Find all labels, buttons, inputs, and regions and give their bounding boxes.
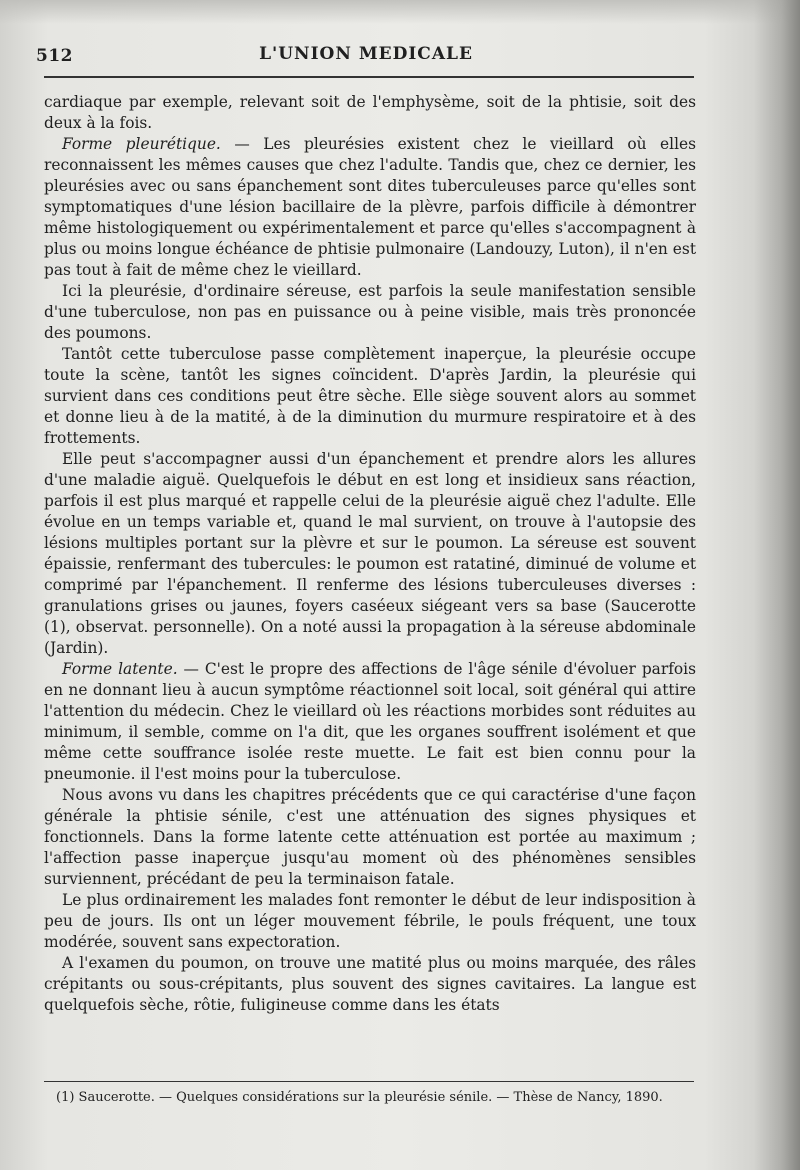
paragraph [44,659,696,785]
paragraph [44,344,696,449]
paragraph [44,785,696,890]
paragraph-text: cardiaque par exemple, relevant soit de l'emphysème, soit de la phtisie, soit des deux à la fois. [44,93,696,132]
section-heading: Forme pleurétique. [62,135,221,153]
footnote: (1) Saucerotte. — Quelques considérations sur la pleurésie sénile. — Thèse de Nancy, 1890. [56,1090,663,1105]
body-text [44,92,696,1016]
paragraph [44,92,696,134]
paragraph [44,134,696,281]
page-top-shadow [0,0,800,24]
paragraph [44,449,696,659]
paragraph-text: — Les pleurésies existent chez le vieillard où elles reconnaissent les mêmes causes que chez l'adulte. Tandis que, chez ce dernier, les pleurésies avec ou sans épanchement sont dites tuberculeuses parce qu'elles sont symptomatiques d'une lésion bacillaire de la plèvre, parfois difficile à démontrer même histologiquement ou expérimentalement et parce qu'elles s'accompagnent à plus ou moins longue échéance de phtisie pulmonaire (Landouzy, Luton), il n'en est pas tout à fait de même chez le vieillard. [44,135,697,279]
paragraph [44,890,696,953]
section-heading: Forme latente. [62,660,178,678]
running-head: L'UNION MEDICALE [259,44,473,64]
page-number: 512 [36,46,73,66]
paragraph-text: Elle peut s'accompagner aussi d'un épanchement et prendre alors les allures d'une maladie aiguë. Quelquefois le début en est long et insidieux sans réaction, parfois il est plus marqué et rappelle celui de la pleurésie aiguë chez l'adulte. Elle évolue en un temps variable et, quand le mal survient, on trouve à l'autopsie des lésions multiples portant sur la plèvre et sur le poumon. La séreuse est souvent épaissie, renfermant des tubercules: le poumon est ratatiné, diminué de volume et comprimé par l'épanchement. Il renferme des lésions tuberculeuses diverses : granulations grises ou jaunes, foyers caséeux siégeant vers sa base (Saucerotte (1), observat. personnelle). On a noté aussi la propagation à la séreuse abdominale (Jardin). [44,450,696,657]
paragraph-text: Ici la pleurésie, d'ordinaire séreuse, est parfois la seule manifestation sensible d'une tuberculose, non pas en puissance ou à peine visible, mais très prononcée des poumons. [44,282,696,342]
paragraph-text: Le plus ordinairement les malades font remonter le début de leur indisposition à peu de jours. Ils ont un léger mouvement fébrile, le pouls fréquent, une toux modérée, souvent sans expectoration. [44,891,696,951]
page-edge-shadow [754,0,800,1170]
paragraph [44,953,696,1016]
page-header [36,44,696,66]
paragraph-text: A l'examen du poumon, on trouve une matité plus ou moins marquée, des râles crépitants ou sous-crépitants, plus souvent des signes cavitaires. La langue est quelquefois sèche, rôtie, fuligineuse comme dans les états [44,954,696,1014]
paragraph-text: — C'est le propre des affections de l'âge sénile d'évoluer parfois en ne donnant lieu à aucun symptôme réactionnel soit local, soit général qui attire l'attention du médecin. Chez le vieillard où les réactions morbides sont réduites au minimum, il semble, comme on l'a dit, que les organes souffrent isolément et que même cette souffrance isolée reste muette. Le fait est bien connu pour la pneumonie. il l'est moins pour la tuberculose. [44,660,696,783]
footnote-rule [44,1081,694,1082]
paragraph [44,281,696,344]
paragraph-text: Nous avons vu dans les chapitres précédents que ce qui caractérise d'une façon générale la phtisie sénile, c'est une atténuation des signes physiques et fonctionnels. Dans la forme latente cette atténuation est portée au maximum ; l'affection passe inaperçue jusqu'au moment où des phénomènes sensibles surviennent, précédant de peu la terminaison fatale. [44,786,696,888]
paragraph-text: Tantôt cette tuberculose passe complètement inaperçue, la pleurésie occupe toute la scène, tantôt les signes coïncident. D'après Jardin, la pleurésie qui survient dans ces conditions peut être sèche. Elle siège souvent alors au sommet et donne lieu à de la matité, à de la diminution du murmure respiratoire et à des frottements. [44,345,696,447]
header-rule [44,76,694,78]
